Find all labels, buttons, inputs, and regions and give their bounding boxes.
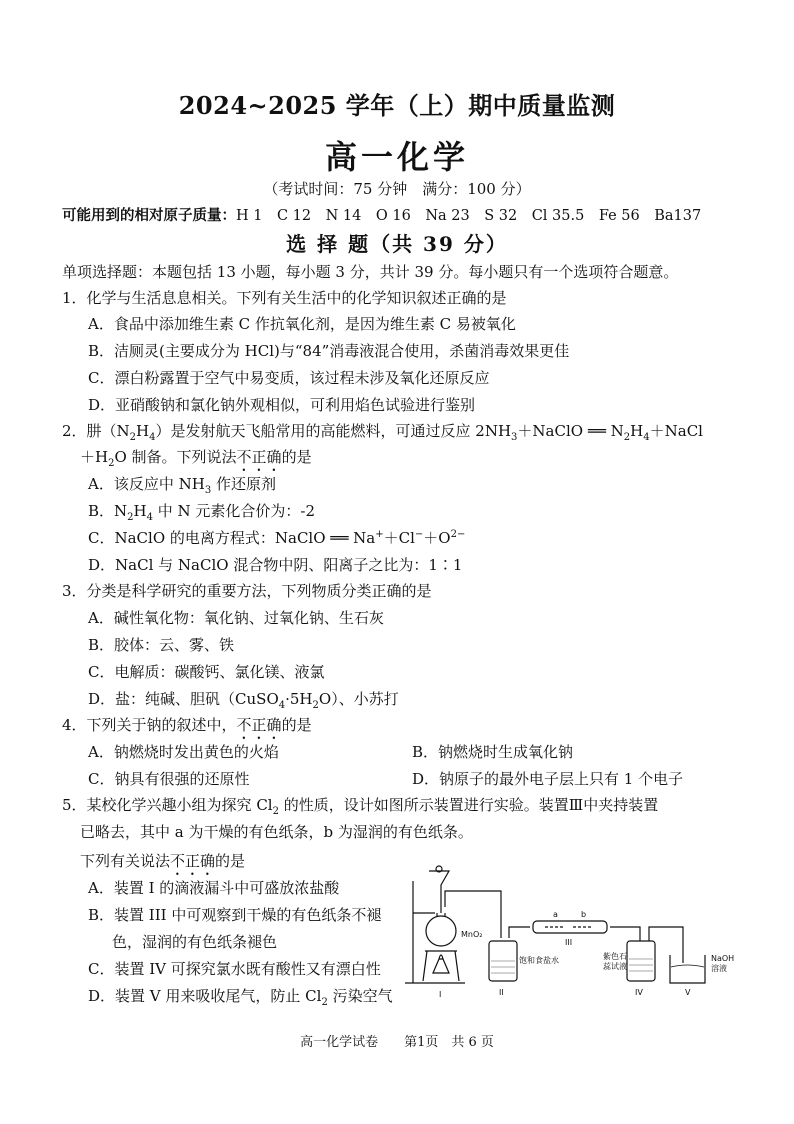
atomic-mass-values: H 1 C 12 N 14 O 16 Na 23 S 32 Cl 35.5 Fe 56 Ba137 <box>236 208 702 224</box>
q4-emphasis: 不正确 <box>236 716 282 734</box>
label-iv: IV <box>635 988 643 997</box>
label-brine: 饱和食盐水 <box>519 956 559 965</box>
label-iii: III <box>565 938 573 947</box>
dropping-funnel <box>429 871 449 913</box>
q1-option-a: A．食品中添加维生素 C 作抗氧化剂，是因为维生素 C 易被氧化 <box>88 315 516 333</box>
q5-option-b-cont: 色，湿润的有色纸条褪色 <box>112 933 278 951</box>
apparatus-diagram <box>405 863 750 1003</box>
section-instructions: 单项选择题：本题包括 13 小题，每小题 3 分，共计 39 分。每小题只有一个选项符合题意。 <box>62 263 679 281</box>
tube-4 <box>610 927 640 941</box>
q1-option-d: D．亚硝酸钠和氯化钠外观相似，可利用焰色试验进行鉴别 <box>88 396 476 414</box>
exam-title: 2024~2025 学年（上）期中质量监测 <box>178 91 616 120</box>
label-naoh-1: NaOH <box>711 954 735 963</box>
q2-option-d: D．NaCl 与 NaClO 混合物中阴、阳离子之比为：1∶1 <box>88 556 463 574</box>
tube-2 <box>509 927 530 938</box>
q4-option-b: B．钠燃烧时生成氧化钠 <box>412 743 574 761</box>
q3-option-d: D．盐：纯碱、胆矾$(CuSO_4\cdot 5H_2O)$、小苏打 <box>88 690 399 711</box>
label-mno2: MnO₂ <box>461 930 483 939</box>
q3-option-b: B．胶体：云、雾、铁 <box>88 636 235 654</box>
tube-3 <box>533 921 607 933</box>
exam-info: （考试时间：75 分钟 满分：100 分） <box>263 180 531 198</box>
q2-option-a: A．该反应中 $NH_3$ 作还原剂 <box>88 475 276 496</box>
q5-stem: 5．某校化学兴趣小组为探究 $Cl_2$ 的性质，设计如图所示装置进行实验。装置Ⅲ中夹持装置 <box>62 796 659 817</box>
label-i: I <box>439 990 442 999</box>
q1-stem: 1．化学与生活息息相关。下列有关生活中的化学知识叙述正确的是 <box>62 289 507 307</box>
q5-emphasis: 不正确 <box>170 852 216 870</box>
flask <box>426 916 456 946</box>
q3-option-c: C．电解质：碳酸钙、氯化镁、液氯 <box>88 663 325 681</box>
atomic-mass-line <box>62 204 701 225</box>
section-title: 选 择 题（共 39 分） <box>286 232 508 256</box>
q2-option-b: B．$N_2H_4$ 中 N 元素化合价为：-2 <box>88 502 316 523</box>
q2-option-c: C．NaClO 的电离方程式：NaClO ══ $Na^++Cl^-+O^{2-}$ <box>88 529 466 547</box>
q5-option-d: D．装置 V 用来吸收尾气，防止 $Cl_2$ 污染空气 <box>88 987 393 1008</box>
subject-title: 高一化学 <box>324 138 469 176</box>
label-litmus-1: 紫色石 <box>603 952 627 961</box>
q1-option-b: B．洁厕灵(主要成分为 HCl)与“84”消毒液混合使用，杀菌消毒效果更佳 <box>88 342 570 360</box>
q5-option-b: B．装置 III 中可观察到干燥的有色纸条不褪 <box>88 906 382 924</box>
q5-option-a: A．装置 I 的滴液漏斗中可盛放浓盐酸 <box>88 879 340 897</box>
q5-ask: 下列有关说法不正确的是 <box>80 852 246 870</box>
label-ii: II <box>499 988 504 997</box>
beaker-5 <box>670 955 705 983</box>
q4-option-d: D．钠原子的最外电子层上只有 1 个电子 <box>412 770 684 788</box>
page-footer: 高一化学试卷 第1页 共 6 页 <box>300 1035 494 1050</box>
q1-option-c: C．漂白粉露置于空气中易变质，该过程未涉及氧化还原反应 <box>88 369 490 387</box>
label-naoh-2: 溶液 <box>711 964 727 973</box>
q4-option-c: C．钠具有很强的还原性 <box>88 770 250 788</box>
label-b: b <box>581 910 587 919</box>
q5-option-c: C．装置 IV 可探究氯水既有酸性又有漂白性 <box>88 960 381 978</box>
q3-stem: 3．分类是科学研究的重要方法，下列物质分类正确的是 <box>62 582 432 600</box>
tube-5 <box>649 927 683 963</box>
label-v: V <box>685 988 691 997</box>
q3-option-a: A．碱性氧化物：氧化钠、过氧化钠、生石灰 <box>88 609 384 627</box>
atomic-mass-label: 可能用到的相对原子质量： <box>62 208 236 224</box>
bottle-4 <box>627 941 655 981</box>
q4-stem: 4．下列关于钠的叙述中，不正确的是 <box>62 716 312 734</box>
burner <box>433 959 449 973</box>
label-litmus-2: 蕊试液 <box>603 962 627 971</box>
label-a: a <box>553 910 558 919</box>
q4-option-a: A．钠燃烧时发出黄色的火焰 <box>88 743 279 761</box>
q2-stem: 2．肼$(N_2H_4)$是发射航天飞船常用的高能燃料，可通过反应 $2NH_3+NaClO$ ══ $N_2H_4+NaCl$ <box>62 422 703 443</box>
q2-emphasis: 不正确 <box>236 448 282 466</box>
q5-stem-line2: 已略去，其中 a 为干燥的有色纸条，b 为湿润的有色纸条。 <box>80 823 473 841</box>
q2-stem-line2: $+H_2O$ 制备。下列说法不正确的是 <box>80 448 312 469</box>
